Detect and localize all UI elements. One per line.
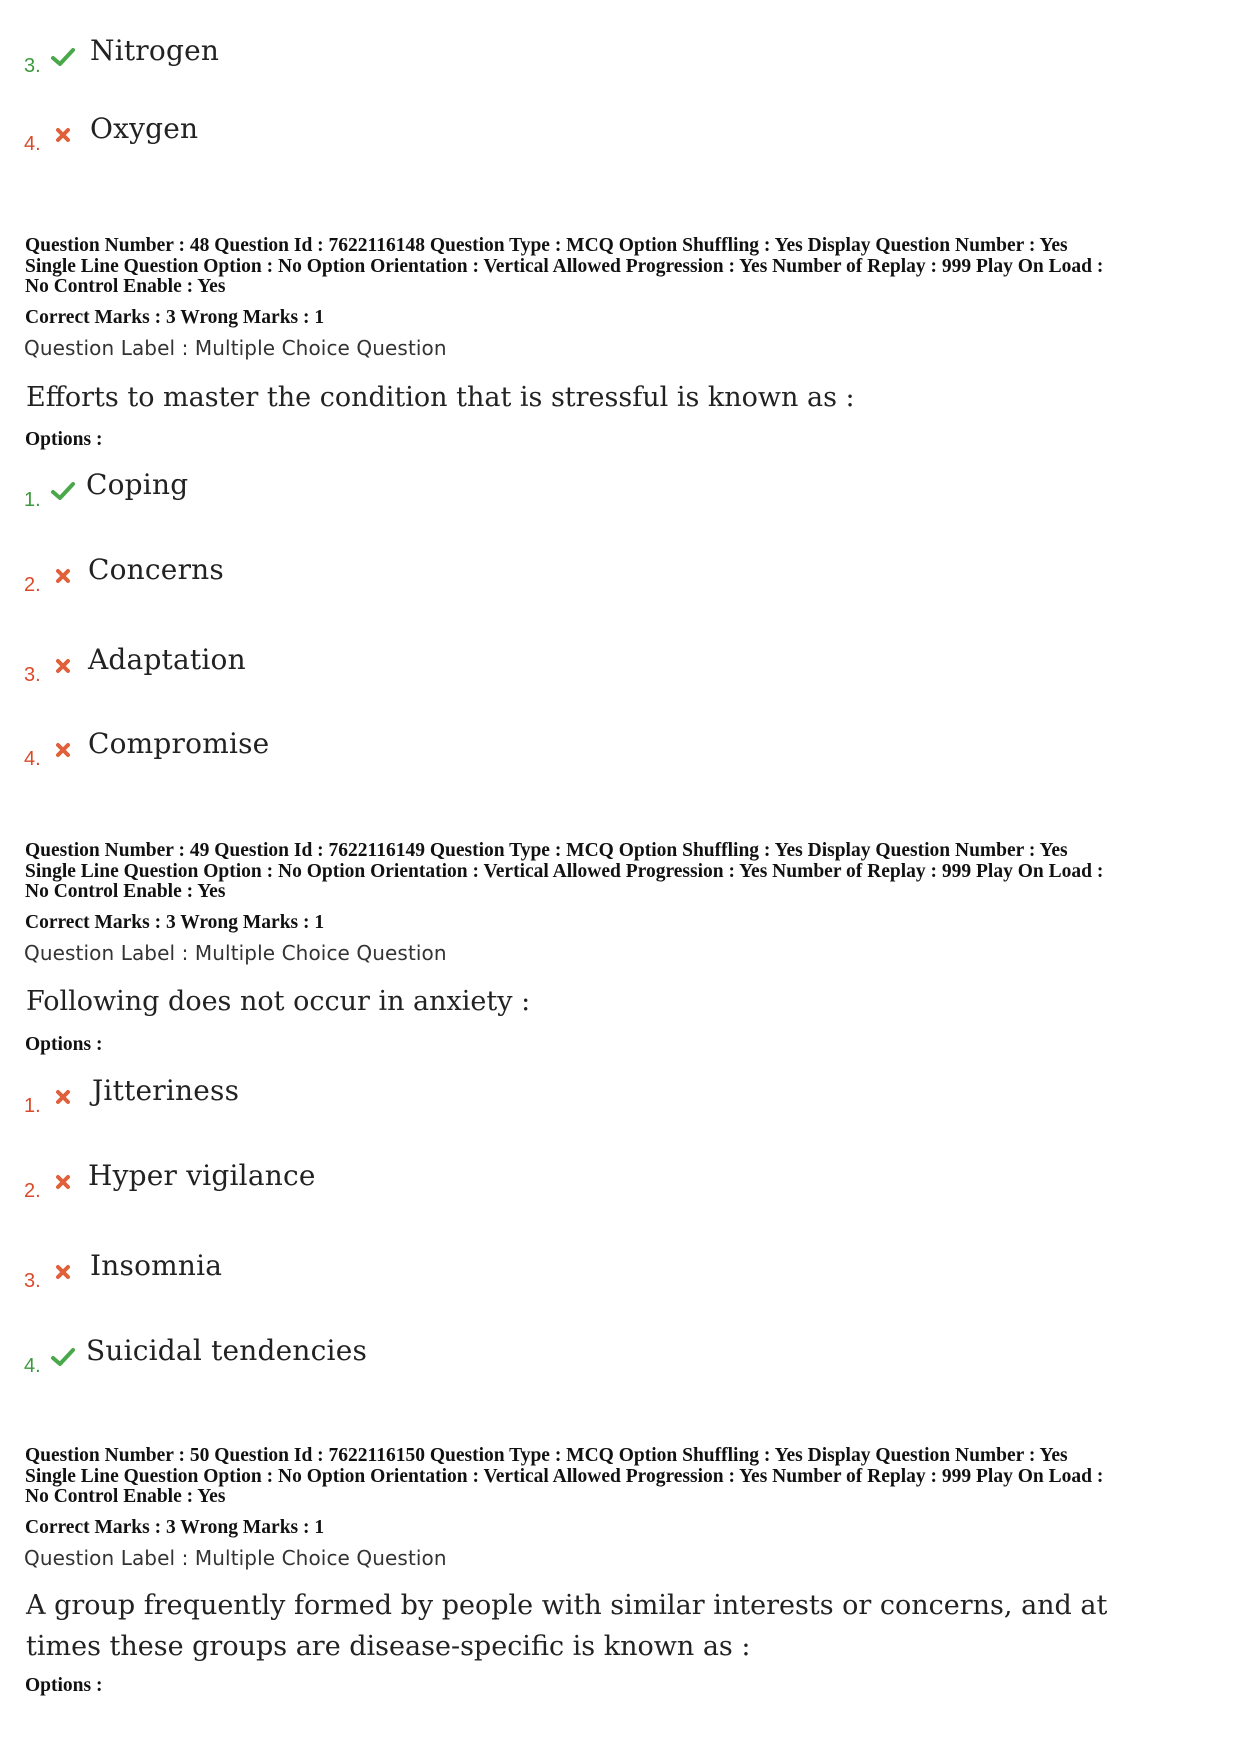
question-marks: Correct Marks : 3 Wrong Marks : 1: [25, 912, 325, 933]
question-meta-line: No Control Enable : Yes: [25, 881, 226, 902]
cross-icon: [50, 1084, 76, 1110]
option-text: Adaptation: [88, 643, 246, 676]
question-text-line: A group frequently formed by people with similar interests or concerns, and at: [26, 1590, 1108, 1621]
option-item: [24, 553, 924, 609]
option-number: 3.: [24, 664, 41, 686]
question-meta-line: Single Line Question Option : No Option Orientation : Vertical Allowed Progression : Yes Number of Replay : 999 Play On Load :: [25, 1465, 1104, 1487]
question-text: Following does not occur in anxiety :: [26, 986, 531, 1017]
option-number: 3.: [24, 55, 41, 77]
question-marks: Correct Marks : 3 Wrong Marks : 1: [25, 1517, 325, 1538]
option-item: [24, 112, 924, 168]
option-text: Compromise: [88, 727, 270, 760]
question-meta: [25, 236, 1225, 298]
option-text: Insomnia: [90, 1249, 223, 1282]
question-meta-line: Question Number : 48 Question Id : 7622116148 Question Type : MCQ Option Shuffling : Yes Display Question Number : Yes: [25, 235, 1068, 256]
option-number: 4.: [24, 748, 41, 770]
question-label: Question Label : Multiple Choice Question: [24, 941, 447, 965]
option-item: [24, 1159, 924, 1215]
question-meta-line: Single Line Question Option : No Option Orientation : Vertical Allowed Progression : Yes Number of Replay : 999 Play On Load :: [25, 860, 1104, 882]
option-number: 3.: [24, 1270, 41, 1292]
question-text: Efforts to master the condition that is stressful is known as :: [26, 382, 855, 413]
question-label: Question Label : Multiple Choice Question: [24, 336, 447, 360]
question-text: [26, 1585, 1176, 1667]
cross-icon: [50, 1259, 76, 1285]
option-text: Hyper vigilance: [88, 1159, 316, 1192]
option-item: [24, 1249, 924, 1305]
option-item: [24, 1074, 924, 1130]
option-item: [24, 643, 924, 699]
option-number: 1.: [24, 1095, 41, 1117]
option-text: Concerns: [88, 553, 224, 586]
option-text: Coping: [86, 468, 189, 501]
question-meta: [25, 841, 1225, 903]
option-number: 2.: [24, 574, 41, 596]
question-meta-line: No Control Enable : Yes: [25, 1486, 226, 1507]
options-label: Options :: [25, 1034, 103, 1055]
option-text: Nitrogen: [90, 34, 220, 67]
cross-icon: [50, 563, 76, 589]
question-meta-line: Single Line Question Option : No Option Orientation : Vertical Allowed Progression : Yes Number of Replay : 999 Play On Load :: [25, 255, 1104, 277]
cross-icon: [50, 122, 76, 148]
option-number: 4.: [24, 133, 41, 155]
cross-icon: [50, 1169, 76, 1195]
option-number: 1.: [24, 489, 41, 511]
question-meta-line: Question Number : 50 Question Id : 7622116150 Question Type : MCQ Option Shuffling : Yes Display Question Number : Yes: [25, 1445, 1068, 1466]
question-label: Question Label : Multiple Choice Question: [24, 1546, 447, 1570]
option-item: [24, 468, 924, 524]
question-meta-line: Question Number : 49 Question Id : 7622116149 Question Type : MCQ Option Shuffling : Yes Display Question Number : Yes: [25, 840, 1068, 861]
question-meta-line: No Control Enable : Yes: [25, 276, 226, 297]
cross-icon: [50, 653, 76, 679]
option-number: 2.: [24, 1180, 41, 1202]
option-text: Jitteriness: [92, 1074, 240, 1107]
cross-icon: [50, 737, 76, 763]
option-text: Oxygen: [90, 112, 199, 145]
check-icon: [50, 478, 76, 504]
option-item: [24, 1334, 924, 1390]
question-text-line: times these groups are disease-specific is known as :: [26, 1631, 751, 1662]
check-icon: [50, 44, 76, 70]
question-marks: Correct Marks : 3 Wrong Marks : 1: [25, 307, 325, 328]
options-label: Options :: [25, 1675, 103, 1696]
check-icon: [50, 1344, 76, 1370]
options-label: Options :: [25, 429, 103, 450]
option-item: [24, 727, 924, 783]
option-text: Suicidal tendencies: [86, 1334, 368, 1367]
option-item: [24, 34, 924, 90]
option-number: 4.: [24, 1355, 41, 1377]
question-meta: [25, 1446, 1225, 1508]
